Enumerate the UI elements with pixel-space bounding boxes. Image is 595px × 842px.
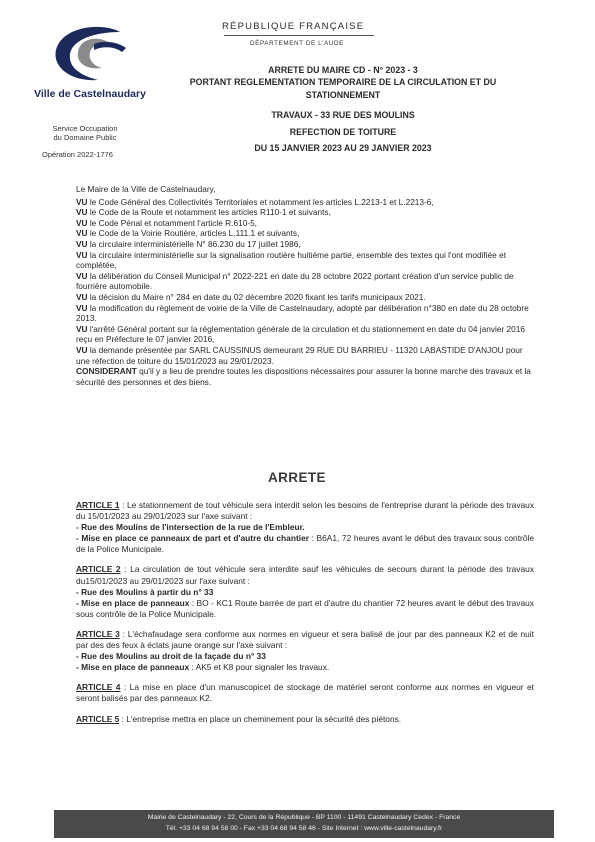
department-label: DÉPARTEMENT DE L'AUDE [250,40,344,47]
decree-subject-line2: STATIONNEMENT [305,89,381,100]
preamble-item: VU le Code de la Voirie Routière, articles L.111.1 et suivants, [76,228,300,239]
article-2: ARTICLE 2 : La circulation de tout véhicule sera interdite sauf les véhicules de secours durant la période des travaux du15/01/2023 au 29/01/2023 sur l'axe suivant : - Rue des Moulins à partir du n° 33 - Mise en place de panneaux : BO - KC1 Route barrée de part et d'autre du chantier 72 heures avant le début des travaux sous contrôle de la Police Municipale. [76,564,534,619]
works-subtitle: REFECTION DE TOITURE [289,126,397,137]
operation-number: Opération 2022-1776 [42,150,113,159]
preamble-item: VU la modification du règlement de voirie de la Ville de Castelnaudary, adopté par délibération n°380 en date du 28 octobre 2013. [76,302,529,324]
preamble-item: VU le Code de la Route et notamment les articles R110-1 et suivants, [76,207,331,218]
articles [76,500,534,734]
footer-contact: Tél. +33 04 68 94 58 00 - Fax +33 04 68 94 58 46 - Site Internet : www.ville-castelnaudary.fr [165,824,443,832]
service-name: Service Occupation du Domaine Public [52,124,118,142]
republic-label: RÉPUBLIQUE FRANÇAISE [222,21,365,32]
preamble-intro: Le Maire de la Ville de Castelnaudary, [76,184,216,194]
decision-heading: ARRETE [268,470,326,485]
article-5: ARTICLE 5 : L'entreprise mettra en place un cheminement pour la sécurité des piétons. [76,713,402,724]
preamble-item: VU la circulaire interministérielle N° 86.230 du 17 juillet 1986, [76,238,301,249]
preamble-item: VU la circulaire interministérielle sur la signalisation routière huitième partie, ensemble des textes qui l'ont modifiée et complétée, [76,249,507,271]
preamble-item: VU la délibération du Conseil Municipal n° 2022-221 en date du 28 octobre 2022 portant création d'un service public de fourrière automobile. [76,270,514,292]
footer-address: Mairie de Castelnaudary - 22, Cours de la République - BP 1100 - 11491 Castelnaudary Cedex - France [147,814,461,821]
preamble-item: VU l'arrêté Général portant sur la réglementation générale de la circulation et du stationnement en date du 04 janvier 2016 reçu en Préfecture le 07 janvier 2016, [76,323,525,345]
preamble-item: CONSIDERANT qu'il y a lieu de prendre toutes les dispositions nécessaires pour assurer la bonne marche des travaux et la sécurité des personnes et des biens. [76,366,531,387]
castelnaudary-logo [42,24,142,88]
preamble-item: VU le Code Général des Collectivités Territoriales et notamment les articles L.2213-1 et L.2213-6, [76,196,434,207]
preamble-item: VU la décision du Maire n° 284 en date du 02 décembre 2020 fixant les tarifs municipaux 2021. [76,291,426,302]
decree-dates: DU 15 JANVIER 2023 AU 29 JANVIER 2023 [254,143,432,154]
preamble [76,184,534,387]
decree-number: ARRETE DU MAIRE CD - N° 2023 - 3 [268,65,418,75]
works-title: TRAVAUX - 33 RUE DES MOULINS [271,110,415,121]
decree-subject-line1: PORTANT REGLEMENTATION TEMPORAIRE DE LA CIRCULATION ET DU [189,77,497,88]
town-name: Ville de Castelnaudary [34,88,146,100]
header-divider [224,35,374,36]
article-1: ARTICLE 1 : Le stationnement de tout véhicule sera interdit selon les besoins de l'entreprise durant la période des travaux du 15/01/2023 au 29/01/2023 sur l'axe suivant : - Rue des Moulins de l'intersection de la rue de l'Embleur. - Mise en place ce panneaux de part et d'autre du chantier : B6A1, 72 heures avant le début des travaux sous contrôle de la Police Municipale. [76,500,535,555]
article-3: ARTICLE 3 : L'échafaudage sera conforme aux normes en vigueur et sera balisé de jour par des panneaux K2 et de nuit par des des feux à éclats jaune orange sur l'axe suivant : - Rue des Moulins au droit de la façade du n° 33 - Mise en place de panneaux : AK5 et K8 pour signaler les travaux. [76,628,534,673]
article-4: ARTICLE 4 : La mise en place d'un manuscopicet de stockage de matériel seront conforme aux normes en vigueur et seront balisés par des panneaux K2. [76,682,534,704]
preamble-item: VU la demande présentée par SARL CAUSSINUS demeurant 29 RUE DU BARRIEU - 11320 LABASTIDE D'ANJOU pour une réfection de toiture du 15/01/2023 au 29/01/2023. [76,344,523,366]
preamble-item: VU le Code Pénal et notamment l'article R.610-5, [76,217,257,228]
footer-bar [54,810,554,838]
decree-title-block [168,64,518,154]
